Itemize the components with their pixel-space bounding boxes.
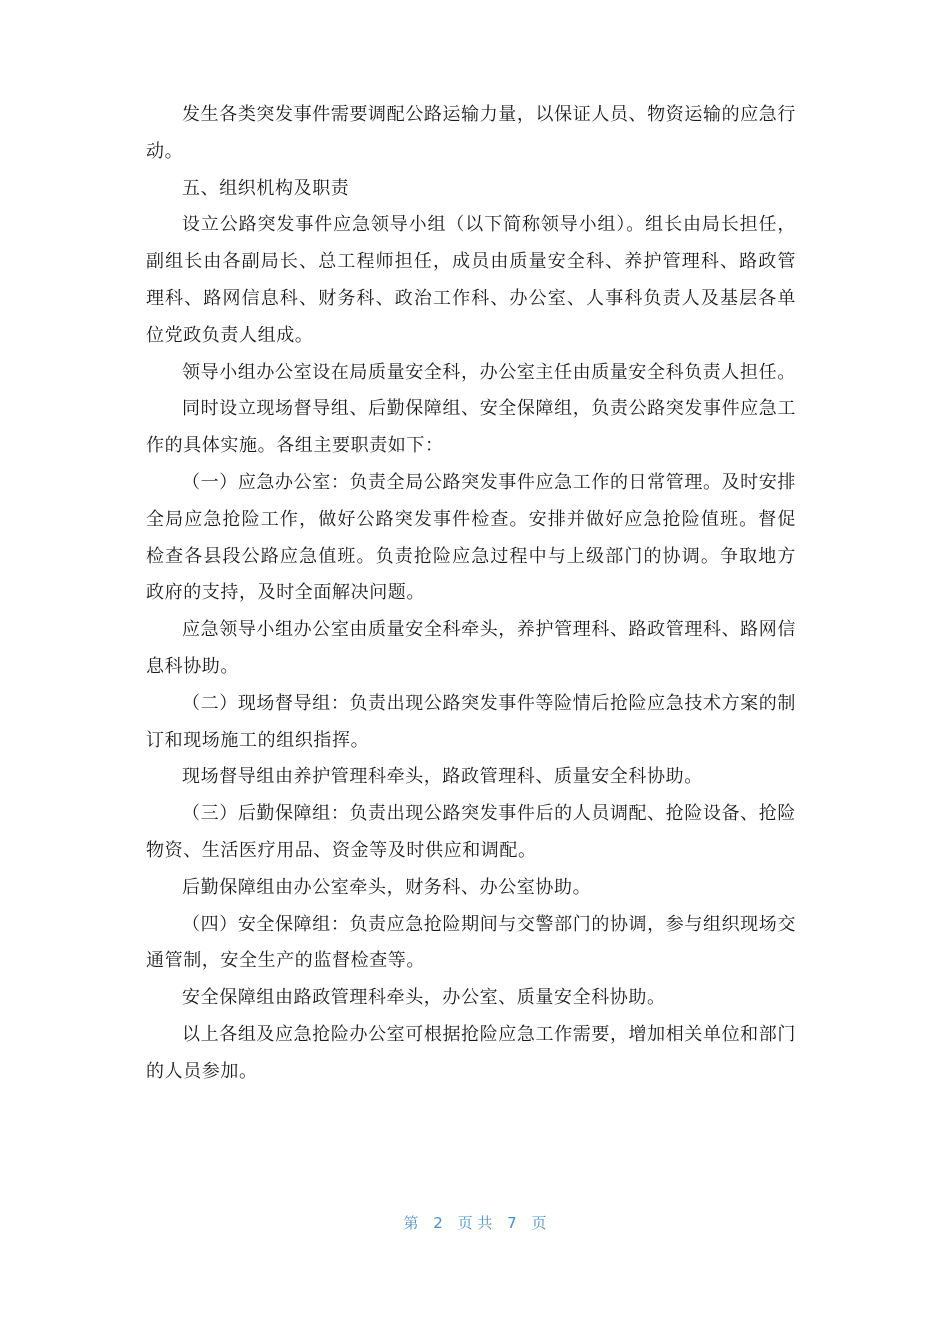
paragraph-group-office: 领导小组办公室设在局质量安全科，办公室主任由质量安全科负责人担任。: [182, 361, 796, 383]
footer-middle: 页 共: [457, 1214, 493, 1232]
footer-prefix: 第: [403, 1214, 419, 1232]
paragraph-safety-lead: 安全保障组由路政管理科牵头，办公室、质量安全科协助。: [182, 987, 666, 1009]
paragraph-leadership-group: 设立公路突发事件应急领导小组（以下简称领导小组）。组长由局长担任，副组长由各副局长、总工程师担任，成员由质量安全科、养护管理科、路政管理科、路网信息科、财务科、政治工作科、办公室、人事科负责人及基层各单位党政负责人组成。: [146, 214, 796, 346]
paragraph-closing: 以上各组及应急抢险办公室可根据抢险应急工作需要，增加相关单位和部门的人员参加。: [146, 1023, 796, 1082]
paragraph-logistics: （三）后勤保障组：负责出现公路突发事件后的人员调配、抢险设备、抢险物资、生活医疗用品、资金等及时供应和调配。: [146, 803, 796, 861]
paragraph-emergency-office: （一）应急办公室：负责全局公路突发事件应急工作的日常管理。及时安排全局应急抢险工作，做好公路突发事件检查。安排并做好应急抢险值班。督促检查各县段公路应急值班。负责抢险应急过程中与上级部门的协调。争取地方政府的支持，及时全面解决问题。: [146, 471, 796, 604]
paragraph-safety: （四）安全保障组：负责应急抢险期间与交警部门的协调，参与组织现场交通管制，安全生产的监督检查等。: [146, 913, 796, 972]
footer-current-page: 2: [433, 1214, 443, 1232]
paragraph-logistics-lead: 后勤保障组由办公室牵头，财务科、办公室协助。: [182, 876, 592, 898]
footer-total-pages: 7: [507, 1214, 517, 1232]
section-heading: 五、组织机构及职责: [182, 177, 350, 199]
paragraph-continuation: 发生各类突发事件需要调配公路运输力量，以保证人员、物资运输的应急行动。: [146, 104, 796, 162]
document-body: [146, 97, 796, 1091]
paragraph-site-supervision-lead: 现场督导组由养护管理科牵头，路政管理科、质量安全科协助。: [182, 766, 703, 788]
footer-suffix: 页: [531, 1214, 547, 1232]
paragraph-emergency-office-lead: 应急领导小组办公室由质量安全科牵头，养护管理科、路政管理科、路网信息科协助。: [146, 619, 796, 677]
page-footer: [0, 1212, 950, 1233]
paragraph-groups-intro: 同时设立现场督导组、后勤保障组、安全保障组，负责公路突发事件应急工作的具体实施。各组主要职责如下：: [146, 398, 796, 457]
paragraph-site-supervision: （二）现场督导组：负责出现公路突发事件等险情后抢险应急技术方案的制订和现场施工的组织指挥。: [146, 692, 796, 751]
